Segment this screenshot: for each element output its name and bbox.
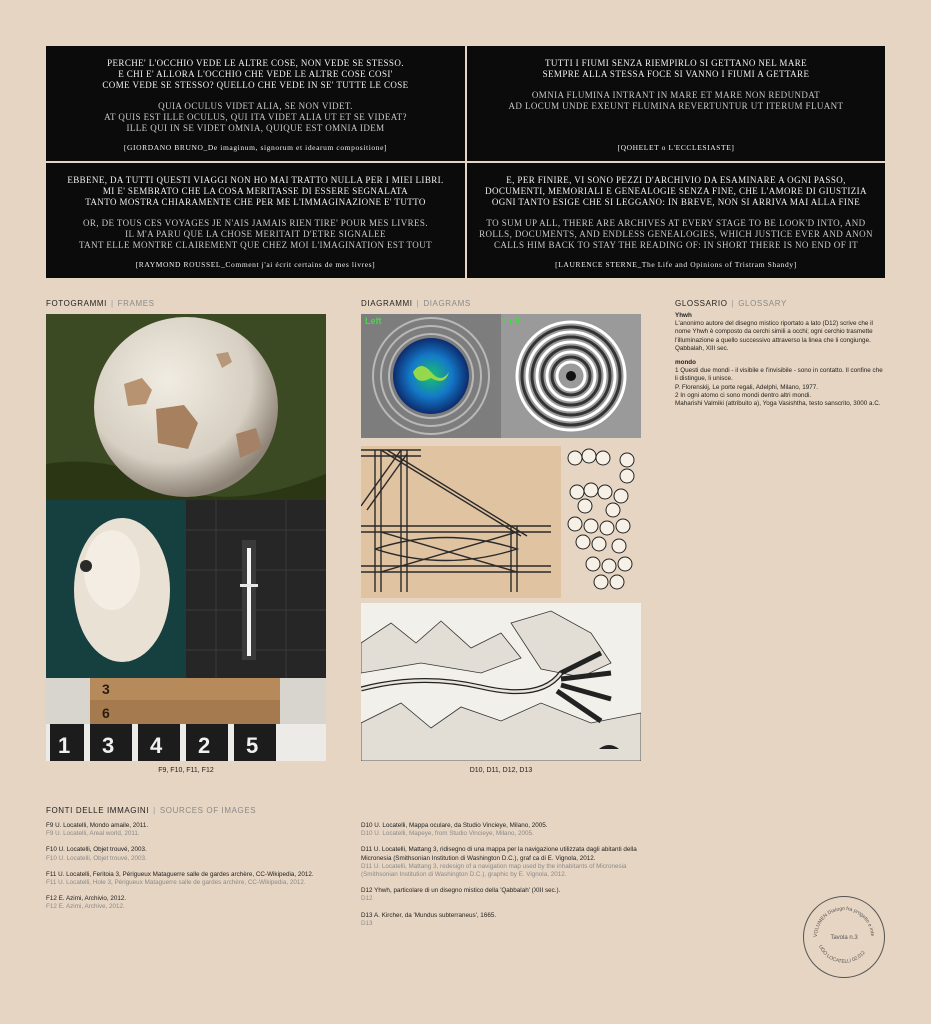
kircher-map-image [361, 603, 641, 761]
box-number: 4 [150, 733, 163, 758]
source-entry: F9 U. Locatelli, Mondo amaile, 2011. [46, 822, 149, 829]
mattang-image [361, 446, 561, 598]
source-entry-en: D12 [361, 895, 373, 903]
stamp-ring-bottom: UGO LOCATELLI 02.012 [817, 944, 867, 965]
heading-separator: | [416, 299, 420, 308]
quote-line: PERCHE' L'OCCHIO VEDE LE ALTRE COSE, NON VEDE SE STESSO. [107, 58, 404, 68]
photo-white-pebble [46, 500, 186, 678]
box-number: 5 [246, 733, 259, 758]
glossary-heading-it: GLOSSARIO [675, 299, 728, 308]
diagram-kircher-map [361, 603, 641, 761]
quote-line: TANTO MOSTRA CHIARAMENTE CHE PER ME L'IMMAGINAZIONE E' TUTTO [85, 197, 426, 207]
archive-boxes-image [46, 678, 326, 761]
quote-source: [QOHELET o L'ECCLESIASTE] [617, 143, 735, 152]
quote-bruno [46, 46, 465, 161]
diagrams-heading-en: DIAGRAMS [423, 299, 471, 308]
source-entry-en: F11 U. Locatelli, Hole 3, Périgueux Mataguerre salle de gardes archère, CC-Wikipedia, 2012. [46, 879, 306, 887]
wall-slit-image [186, 500, 326, 678]
source-entry: D11 U. Locatelli, Mattang 3, ridisegno di una mappa per la navigazione utilizzata dagli abitanti della Micronesia (Smithsonian Institution di Washington D.C.), graf ca di E. Vignola, 2012. [361, 846, 637, 862]
quote-line: QUIA OCULUS VIDET ALIA, SE NON VIDET. [158, 101, 353, 111]
glossary-term-mondo: mondo [675, 359, 696, 367]
quote-sterne [467, 163, 885, 278]
box-number: 2 [198, 733, 211, 758]
quote-line: AD LOCUM UNDE EXEUNT FLUMINA REVERTUNTUR UT ITERUM FLUANT [508, 101, 844, 111]
glossary-text-yhwh: L'anonimo autore del disegno mistico riportato a lato (D12) scrive che il nome Yhwh è composto da cerchi simili a occhi; ogni cerchio trasmette l'illuminazione a quello successivo attraverso la linea che li congiunge. Qabbalah, XIII sec. [675, 320, 873, 352]
glossary-text-mondo-1: 1 Questi due mondi - il visibile e l'invisibile - sono in contatto. Il confine che li distingue, li unisce. [675, 367, 883, 383]
source-entry-en: D10 U. Locatelli, Mapeye, from Studio Vincieye, Milano, 2005. [361, 830, 534, 838]
quote-line: ILLE QUI IN SE VIDET OMNIA, QUIQUE EST OMNIA IDEM [126, 123, 385, 133]
stamp-center: Tavola n.3 [830, 935, 858, 941]
quote-line: AT QUIS EST ILLE OCULUS, QUI ITA VIDET ALIA UT ET SE VIDEAT? [104, 112, 407, 122]
photo-stone-sphere [46, 314, 326, 500]
diagram-yhwh [565, 446, 641, 598]
glossary-ref-2: Maharishi Valmiki (attribuito a), Yoga Vasishtha, testo sanscrito, 3000 a.C. [675, 400, 881, 408]
glossary-text-mondo-2: 2 In ogni atomo ci sono mondi dentro altri mondi. [675, 391, 812, 399]
quote-line: OMNIA FLUMINA INTRANT IN MARE ET MARE NON REDUNDAT [531, 90, 821, 100]
diagrams-caption: D10, D11, D12, D13 [469, 767, 533, 774]
glossary-heading-en: GLOSSARY [738, 299, 787, 308]
frames-heading [46, 299, 155, 308]
source-entry: F11 U. Locatelli, Feritoia 3, Périgueux Mataguerre salle de gardes archère, CC-Wikipedia, 2012. [46, 870, 314, 878]
frames-heading-en: FRAMES [117, 299, 155, 308]
quote-line: ROLLS, DOCUMENTS, AND ENDLESS GENEALOGIES, WHICH JUSTICE EVER AND ANON [479, 229, 873, 239]
source-entry-en: D13 [361, 919, 373, 927]
sources-right [361, 822, 651, 936]
quote-source: [RAYMOND ROUSSEL_Comment j'ai écrit certains de mes livres] [135, 260, 376, 269]
eye-maps-image [361, 314, 641, 438]
pebble-image [46, 500, 186, 678]
quote-line: TO SUM UP ALL, THERE ARE ARCHIVES AT EVERY STAGE TO BE LOOK'D INTO, AND [486, 218, 866, 228]
source-entry: D13 A. Kircher, da 'Mundus subterraneus', 1665. [361, 911, 497, 919]
stone-sphere-image [46, 314, 326, 500]
quote-line: EBBENE, DA TUTTI QUESTI VIAGGI NON HO MAI TRATTO NULLA PER I MIEI LIBRI. [67, 175, 444, 185]
plate-stamp [803, 896, 885, 978]
source-entry: D12 Yhwh, particolare di un disegno mistico della 'Qabbalah' (XIII sec.). [361, 887, 561, 895]
diagram-eye-maps [361, 314, 641, 438]
quote-line: TUTTI I FIUMI SENZA RIEMPIRLO SI GETTANO NEL MARE [544, 58, 808, 68]
sources-heading [46, 806, 256, 815]
quote-source: [LAURENCE STERNE_The Life and Opinions of Tristram Shandy] [555, 260, 797, 269]
heading-separator: | [731, 299, 735, 308]
quote-line: CALLS HIM BACK TO STAY THE READING OF: IN SHORT THERE IS NO END OF IT [493, 240, 859, 250]
heading-separator: | [153, 806, 156, 815]
quote-line: OR, DE TOUS CES VOYAGES JE N'AIS JAMAIS RIEN TIRE' POUR MES LIVRES. [83, 218, 428, 228]
photo-archive-boxes [46, 678, 326, 761]
source-entry-en: F10 U. Locatelli, Objet trouvé, 2003. [46, 854, 147, 862]
heading-separator: | [110, 299, 114, 308]
quote-line: E CHI E' ALLORA L'OCCHIO CHE VEDE LE ALTRE COSE COSI' [118, 69, 393, 79]
glossary-block [675, 312, 887, 408]
yhwh-image [565, 446, 641, 598]
sources-heading-it: FONTI DELLE IMMAGINI [46, 806, 150, 815]
source-entry-en: F12 E. Azimi, Archive, 2012. [46, 903, 125, 911]
source-entry: F10 U. Locatelli, Objet trouvé, 2003. [46, 846, 147, 854]
frames-heading-it: FOTOGRAMMI [46, 299, 107, 308]
quote-line: IL M'A PARU QUE LA CHOSE MERITAIT D'ETRE SIGNALEE [125, 229, 386, 239]
sources-heading-en: SOURCES OF IMAGES [159, 806, 257, 815]
glossary-ref-1: P. Florenskij, Le porte regali, Adelphi, Milano, 1977. [675, 383, 819, 391]
quote-line: E, PER FINIRE, VI SONO PEZZI D'ARCHIVIO DA ESAMINARE A OGNI PASSO, [506, 175, 846, 185]
quote-line: MI E' SEMBRATO CHE LA COSA MERITASSE DI ESSERE SEGNALATA [102, 186, 409, 196]
sources-left [46, 822, 336, 920]
source-entry: D10 U. Locatelli, Mappa oculare, da Studio Vincieye, Milano, 2005. [361, 822, 548, 829]
diagram-mattang [361, 446, 561, 598]
box-top-number: 6 [102, 705, 110, 721]
quote-line: OGNI TANTO ESIGE CHE SI LEGGANO: IN BREVE, NON SI ARRIVA MAI ALLA FINE [491, 197, 861, 207]
source-entry-en: F9 U. Locatelli, Areal world, 2011. [46, 830, 140, 838]
source-entry-en: D11 U. Locatelli, Mattang 3, redesign of a navigation map used by the inhabitants of Micronesia (Smithsonian Institution di Washington D.C.), graphic by E. Vignola, 2012. [361, 862, 627, 879]
photo-wall-slit [186, 500, 326, 678]
stamp-ring-top: VOLUMEN Dialogo fra progetto e inte [812, 905, 876, 938]
frames-caption: F9, F10, F11, F12 [158, 767, 214, 774]
box-number: 3 [102, 733, 115, 758]
quote-line: COME VEDE SE STESSO? QUELLO CHE VEDE IN SE' TUTTE LE COSE [102, 80, 409, 90]
quote-roussel [46, 163, 465, 278]
quote-line: TANT ELLE MONTRE CLAIREMENT QUE CHEZ MOI L'IMAGINATION EST TOUT [79, 240, 432, 250]
eye-label-right: Left [504, 316, 521, 326]
eye-label-left: Left [365, 316, 382, 326]
box-number: 1 [58, 733, 71, 758]
diagrams-heading [361, 299, 471, 308]
diagrams-heading-it: DIAGRAMMI [361, 299, 413, 308]
quote-qohelet [467, 46, 885, 161]
quote-line: SEMPRE ALLA STESSA FOCE SI VANNO I FIUMI A GETTARE [542, 69, 810, 79]
box-top-number: 3 [102, 681, 110, 697]
quote-source: [GIORDANO BRUNO_De imaginum, signorum et idearum compositione] [123, 143, 388, 152]
source-entry: F12 E. Azimi, Archivio, 2012. [46, 895, 127, 903]
glossary-heading [675, 299, 787, 308]
glossary-term-yhwh: Yhwh [675, 312, 692, 319]
quote-line: DOCUMENTI, MEMORIALI E GENEALOGIE SENZA FINE, CHE L'AMORE DI GIUSTIZIA [485, 186, 867, 196]
